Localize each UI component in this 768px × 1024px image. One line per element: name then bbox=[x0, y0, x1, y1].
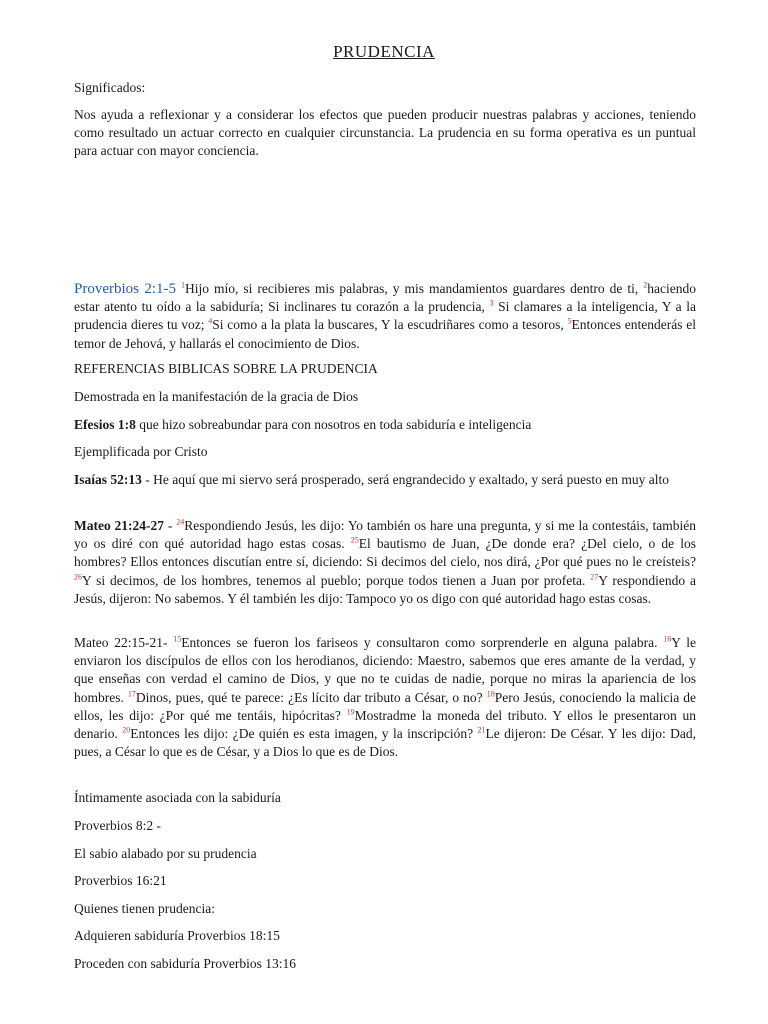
verse-text: Respondiendo Jesús, les dijo: Yo también os hare una pregunta, y si me la contestáis, también yo os diré con qué autoridad hago estas cosas. bbox=[74, 518, 696, 552]
verse-text: Y le enviaron los discípulos de ellos con los herodianos, diciendo: Maestro, sabemos que eres amante de la verdad, y que enseñas con verdad el camino de Dios, y que no te cuidas de nadie, porque no miras la apariencia de los hombres. bbox=[74, 635, 696, 705]
isaias-text: - He aquí que mi siervo será prosperado, será engrandecido y exaltado, y será puesto en muy alto bbox=[141, 472, 669, 487]
adquieren-line: Adquieren sabiduría Proverbios 18:15 bbox=[74, 928, 280, 943]
verse-text: Hijo mío, si recibieres mis palabras, y mis mandamientos guardares dentro de ti, bbox=[185, 281, 644, 296]
verse-number: 18 bbox=[486, 689, 495, 699]
verse-text: Pero Jesús, conociendo la malicia de ellos, les dijo: ¿Por qué me tentáis, hipócritas? bbox=[74, 689, 696, 723]
verse-text: haciendo estar atento tu oído a la sabiduría; Si inclinares tu corazón a la prudencia, bbox=[74, 281, 696, 315]
efesios-reference: Efesios 1:8 bbox=[74, 417, 136, 432]
verse-number: 17 bbox=[127, 689, 136, 699]
verse-text: Si clamares a la inteligencia, Y a la prudencia dieres tu voz; bbox=[74, 299, 696, 333]
asociada-heading: Íntimamente asociada con la sabiduría bbox=[74, 790, 281, 805]
proverbios-2-paragraph bbox=[74, 280, 696, 353]
verse-text: Dinos, pues, qué te parece: ¿Es lícito dar tributo a César, o no? bbox=[135, 689, 487, 705]
verse-text: El bautismo de Juan, ¿De donde era? ¿Del cielo, o de los hombres? Ellos entonces discutían entre sí, diciendo: Si decimos del cielo, nos dirá, ¿Por qué pues no le creísteis? bbox=[74, 536, 696, 570]
mateo-21-reference: Mateo 21:24-27 bbox=[74, 518, 165, 533]
verse-text: Entonces les dijo: ¿De quién es esta imagen, y la inscripción? bbox=[130, 726, 478, 742]
verse-number: 27 bbox=[590, 572, 599, 582]
isaias-reference: Isaías 52:13 bbox=[74, 472, 142, 487]
verse-text: Le dijeron: De César. Y les dijo: Dad, pues, a César lo que es de César, y a Dios lo que es de Dios. bbox=[74, 726, 697, 760]
efesios-text: que hizo sobreabundar para con nosotros en toda sabiduría e inteligencia bbox=[135, 417, 532, 432]
verse-text: Si como a la plata la buscares, Y la escudriñares como a tesoros, bbox=[212, 317, 568, 333]
demostrada-line: Demostrada en la manifestación de la gracia de Dios bbox=[74, 389, 359, 404]
reference-dash: - bbox=[164, 518, 177, 533]
verse-number: 15 bbox=[173, 634, 182, 644]
mateo-22-reference: Mateo 22:15-21- bbox=[74, 635, 168, 650]
verse-number: 25 bbox=[350, 535, 359, 545]
significados-paragraph: Nos ayuda a reflexionar y a considerar los efectos que pueden producir nuestras palabras y acciones, teniendo como resultado un actuar correcto en cualquier circunstancia. La prudencia en su forma operativa es un puntual para actuar con mayor conciencia. bbox=[74, 107, 696, 159]
verse-text: Entonces entenderás el temor de Jehová, y hallarás el conocimiento de Dios. bbox=[74, 317, 696, 351]
verse-number: 24 bbox=[176, 517, 185, 527]
proverbios-2-reference: Proverbios 2:1-5 bbox=[74, 281, 177, 297]
verse-number: 1 bbox=[181, 280, 186, 290]
mateo-21-paragraph bbox=[74, 517, 696, 608]
verse-text: Entonces se fueron los fariseos y consultaron como sorprenderle en alguna palabra. bbox=[181, 635, 664, 650]
verse-number: 19 bbox=[346, 707, 355, 717]
efesios-line bbox=[74, 416, 696, 434]
verse-number: 16 bbox=[663, 634, 672, 644]
verse-number: 20 bbox=[122, 725, 131, 735]
verse-number: 5 bbox=[567, 316, 572, 326]
verse-text: Y respondiendo a Jesús, dijeron: No sabemos. Y él también les dijo: Tampoco yo os digo con qué autoridad hago estas cosas. bbox=[74, 572, 696, 606]
isaias-paragraph bbox=[74, 471, 696, 489]
proverbios-16-line: Proverbios 16:21 bbox=[74, 873, 167, 888]
referencias-heading: REFERENCIAS BIBLICAS SOBRE LA PRUDENCIA bbox=[74, 361, 378, 376]
ejemplificada-line: Ejemplificada por Cristo bbox=[74, 444, 208, 459]
proceden-line: Proceden con sabiduría Proverbios 13:16 bbox=[74, 956, 296, 971]
proverbios-8-line: Proverbios 8:2 - bbox=[74, 818, 161, 833]
verse-number: 26 bbox=[74, 572, 82, 582]
page-title: PRUDENCIA bbox=[333, 42, 435, 61]
verse-number: 2 bbox=[643, 280, 648, 290]
mateo-22-paragraph bbox=[74, 634, 696, 761]
verse-number: 3 bbox=[489, 298, 494, 308]
verse-number: 4 bbox=[208, 316, 213, 326]
sabio-line: El sabio alabado por su prudencia bbox=[74, 846, 257, 861]
verse-text: Y si decimos, de los hombres, tenemos al pueblo; porque todos tienen a Juan por profeta. bbox=[82, 572, 591, 588]
quienes-line: Quienes tienen prudencia: bbox=[74, 901, 215, 916]
verse-text: Mostradme la moneda del tributo. Y ellos le presentaron un denario. bbox=[74, 707, 696, 742]
verse-number: 21 bbox=[477, 725, 486, 735]
significados-heading: Significados: bbox=[74, 80, 146, 95]
